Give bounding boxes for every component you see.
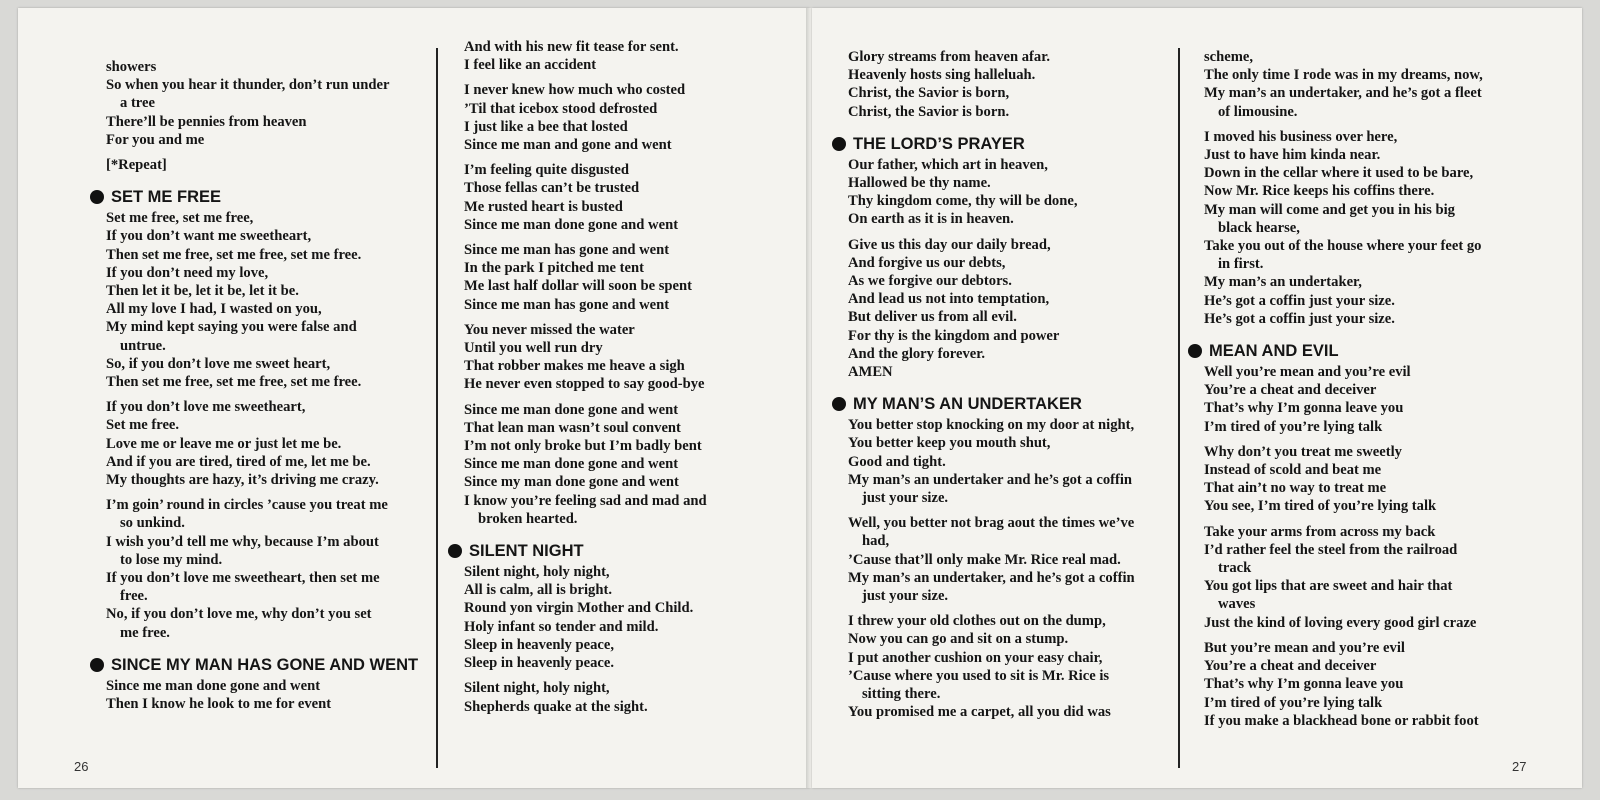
lyric-stanza <box>98 209 423 391</box>
song-title <box>832 135 1160 154</box>
lyric-line: Sleep in heavenly peace. <box>464 655 614 672</box>
lyric-line: No, if you don’t love me, why don’t you set <box>106 606 372 623</box>
lyric-stanza <box>98 156 423 174</box>
song-title <box>448 542 801 561</box>
page-number: 27 <box>1512 759 1527 774</box>
lyric-line: All my love I had, I wasted on you, <box>106 301 322 318</box>
left-page-column-1 <box>98 58 423 720</box>
lyric-line: to lose my mind. <box>120 551 223 568</box>
lyric-line: Now you can go and sit on a stump. <box>848 631 1069 648</box>
lyric-line: [*Repeat] <box>106 157 167 174</box>
lyric-line: broken hearted. <box>478 510 578 527</box>
lyric-line: a tree <box>120 95 155 112</box>
lyric-line: And if you are tired, tired of me, let me be. <box>106 453 371 470</box>
song-title <box>1188 342 1526 361</box>
bullet-icon <box>1188 344 1202 358</box>
lyric-line: You see, I’m tired of you’re lying talk <box>1204 498 1437 515</box>
lyric-line: My man will come and get you in his big <box>1204 201 1455 218</box>
lyric-line: Thy kingdom come, thy will be done, <box>848 193 1078 210</box>
lyric-line: Set me free. <box>106 417 180 434</box>
lyric-line: had, <box>862 533 890 550</box>
lyric-line: Those fellas can’t be trusted <box>464 180 640 197</box>
lyric-line: I’d rather feel the steel from the railroad <box>1204 541 1458 558</box>
lyric-stanza <box>456 563 801 672</box>
lyric-line: Give us this day our daily bread, <box>848 236 1051 253</box>
lyric-line: I’m tired of you’re lying talk <box>1204 694 1383 711</box>
lyric-line: For you and me <box>106 131 205 148</box>
right-page-column-2 <box>1196 48 1526 737</box>
lyric-line: If you don’t need my love, <box>106 264 269 281</box>
lyric-line: I’m goin’ round in circles ’cause you treat me <box>106 497 388 514</box>
song-title-text: MEAN AND EVIL <box>1209 342 1339 361</box>
lyric-line: I just like a bee that losted <box>464 118 628 135</box>
lyric-line: Take you out of the house where your feet go <box>1204 238 1482 255</box>
lyric-line: But deliver us from all evil. <box>848 309 1017 326</box>
lyric-line: Love me or leave me or just let me be. <box>106 435 342 452</box>
lyric-line: My man’s an undertaker, and he’s got a fleet <box>1204 85 1482 102</box>
lyric-line: In the park I pitched me tent <box>464 260 644 277</box>
lyric-line: Holy infant so tender and mild. <box>464 618 659 635</box>
lyric-line: I know you’re feeling sad and mad and <box>464 492 707 509</box>
lyric-line: My man’s an undertaker, <box>1204 274 1362 291</box>
lyric-line: Silent night, holy night, <box>464 680 610 697</box>
lyric-stanza <box>456 81 801 154</box>
lyric-line: I threw your old clothes out on the dump, <box>848 613 1106 630</box>
lyric-line: untrue. <box>120 337 166 354</box>
lyric-line: I feel like an accident <box>464 57 597 74</box>
lyric-line: And the glory forever. <box>848 345 986 362</box>
lyric-line: Well you’re mean and you’re evil <box>1204 364 1411 381</box>
lyric-line: You got lips that are sweet and hair that <box>1204 578 1453 595</box>
lyric-line: Since me man and gone and went <box>464 137 672 154</box>
lyric-line: That’s why I’m gonna leave you <box>1204 676 1404 693</box>
lyric-line: If you don’t love me sweetheart, then set me <box>106 570 380 587</box>
lyric-line: Down in the cellar where it used to be bare, <box>1204 165 1474 182</box>
lyric-line: ’Cause that’ll only make Mr. Rice real mad. <box>848 551 1121 568</box>
lyric-line: If you make a blackhead bone or rabbit foot <box>1204 712 1479 729</box>
lyric-line: There’ll be pennies from heaven <box>106 113 307 130</box>
lyric-line: scheme, <box>1204 49 1254 65</box>
lyric-line: just your size. <box>862 588 949 605</box>
lyric-line: He’s got a coffin just your size. <box>1204 292 1395 309</box>
lyric-line: free. <box>120 588 148 605</box>
lyric-line: I put another cushion on your easy chair, <box>848 649 1103 666</box>
lyric-line: I’m not only broke but I’m badly bent <box>464 438 702 455</box>
lyric-line: You’re a cheat and deceiver <box>1204 658 1377 675</box>
lyric-line: Instead of scold and beat me <box>1204 462 1382 479</box>
lyric-line: My mind kept saying you were false and <box>106 319 357 336</box>
lyric-line: track <box>1218 560 1252 577</box>
lyric-line: Why don’t you treat me sweetly <box>1204 443 1402 460</box>
lyric-stanza <box>456 161 801 234</box>
lyric-stanza <box>456 241 801 314</box>
lyric-line: And lead us not into temptation, <box>848 291 1050 308</box>
lyric-line: He’s got a coffin just your size. <box>1204 310 1395 327</box>
lyric-line: Me last half dollar will soon be spent <box>464 278 692 295</box>
lyric-stanza <box>840 416 1160 507</box>
lyric-line: I never knew how much who costed <box>464 82 686 99</box>
lyric-line: I wish you’d tell me why, because I’m about <box>106 533 379 550</box>
lyric-line: Hallowed be thy name. <box>848 175 991 192</box>
lyric-line: Then set me free, set me free, set me free. <box>106 246 362 263</box>
bullet-icon <box>448 544 462 558</box>
lyric-line: The only time I rode was in my dreams, now, <box>1204 67 1483 84</box>
lyric-line: Then I know he look to me for event <box>106 696 332 713</box>
bullet-icon <box>90 190 104 204</box>
lyric-line: of limousine. <box>1218 103 1298 120</box>
lyric-stanza <box>840 156 1160 229</box>
bullet-icon <box>832 397 846 411</box>
lyric-stanza <box>456 38 801 74</box>
lyric-line: Since me man done gone and went <box>464 216 679 233</box>
lyric-line: Since me man has gone and went <box>464 296 670 313</box>
lyric-line: So, if you don’t love me sweet heart, <box>106 355 331 372</box>
lyric-line: Since me man has gone and went <box>464 242 670 259</box>
lyric-line: Then let it be, let it be, let it be. <box>106 283 299 300</box>
lyric-line: You promised me a carpet, all you did was <box>848 704 1111 721</box>
lyric-line: Heavenly hosts sing halleluah. <box>848 67 1036 84</box>
page-number: 26 <box>74 759 89 774</box>
lyric-line: Since me man done gone and went <box>464 401 679 418</box>
lyric-stanza <box>1196 128 1526 328</box>
lyric-stanza <box>1196 363 1526 436</box>
lyric-line: Just to have him kinda near. <box>1204 147 1381 164</box>
lyric-line: That’s why I’m gonna leave you <box>1204 400 1404 417</box>
lyric-line: Then set me free, set me free, set me free. <box>106 374 362 391</box>
left-page-column-2 <box>456 38 801 723</box>
lyric-line: Me rusted heart is busted <box>464 198 623 215</box>
lyric-line: As we forgive our debtors. <box>848 273 1012 290</box>
lyric-line: Christ, the Savior is born, <box>848 85 1010 102</box>
bullet-icon <box>90 658 104 672</box>
lyric-line: My thoughts are hazy, it’s driving me crazy. <box>106 472 379 489</box>
lyric-line: You never missed the water <box>464 321 635 338</box>
lyric-line: But you’re mean and you’re evil <box>1204 639 1405 656</box>
right-page <box>812 8 1582 788</box>
lyric-line: Silent night, holy night, <box>464 564 610 581</box>
lyric-line: So when you hear it thunder, don’t run under <box>106 77 390 94</box>
lyric-line: AMEN <box>848 364 893 381</box>
song-title <box>90 188 423 207</box>
song-title-text: SINCE MY MAN HAS GONE AND WENT <box>111 655 419 674</box>
lyric-line: Sleep in heavenly peace, <box>464 636 614 653</box>
lyric-stanza <box>1196 639 1526 730</box>
lyric-line: Since me man done gone and went <box>464 456 679 473</box>
lyric-line: My man’s an undertaker, and he’s got a coffin <box>848 569 1135 586</box>
lyric-line: For thy is the kingdom and power <box>848 327 1060 344</box>
lyric-line: Our father, which art in heaven, <box>848 156 1048 173</box>
lyric-line: Round yon virgin Mother and Child. <box>464 600 694 617</box>
song-title-text: MY MAN’S AN UNDERTAKER <box>853 395 1082 414</box>
lyric-line: On earth as it is in heaven. <box>848 211 1014 228</box>
lyric-line: I moved his business over here, <box>1204 128 1398 145</box>
lyric-line: All is calm, all is bright. <box>464 582 612 599</box>
lyric-line: Christ, the Savior is born. <box>848 103 1010 120</box>
lyric-stanza <box>1196 523 1526 632</box>
lyric-line: showers <box>106 59 157 75</box>
column-divider <box>1178 48 1180 768</box>
lyric-line: That lean man wasn’t soul convent <box>464 419 681 436</box>
lyric-stanza <box>840 612 1160 721</box>
lyric-stanza <box>840 236 1160 382</box>
lyric-line: My man’s an undertaker and he’s got a coffin <box>848 471 1133 488</box>
lyric-line: Now Mr. Rice keeps his coffins there. <box>1204 183 1435 200</box>
lyric-line: just your size. <box>862 490 949 507</box>
lyric-line: Since my man done gone and went <box>464 474 679 491</box>
lyric-line: And with his new fit tease for sent. <box>464 39 679 55</box>
lyric-stanza <box>98 496 423 642</box>
song-title-text: SILENT NIGHT <box>469 542 584 561</box>
lyric-stanza <box>840 514 1160 605</box>
lyric-stanza <box>456 321 801 394</box>
lyric-line: If you don’t want me sweetheart, <box>106 228 312 245</box>
lyric-line: waves <box>1218 596 1256 613</box>
right-page-column-1 <box>840 48 1160 729</box>
lyric-line: Shepherds quake at the sight. <box>464 698 648 715</box>
column-divider <box>436 48 438 768</box>
lyric-line: in first. <box>1218 256 1264 273</box>
lyric-stanza <box>98 398 423 489</box>
lyric-stanza <box>456 401 801 528</box>
lyric-line: He never even stopped to say good-bye <box>464 376 705 393</box>
lyric-line: Good and tight. <box>848 453 946 470</box>
left-page <box>18 8 810 788</box>
lyric-stanza <box>456 679 801 715</box>
lyric-line: Glory streams from heaven afar. <box>848 49 1050 65</box>
lyric-line: You’re a cheat and deceiver <box>1204 382 1377 399</box>
lyric-line: Since me man done gone and went <box>106 677 321 694</box>
lyric-line: ’Til that icebox stood defrosted <box>464 100 658 117</box>
song-title <box>90 656 423 675</box>
lyric-line: Until you well run dry <box>464 340 603 357</box>
lyric-line: I’m tired of you’re lying talk <box>1204 418 1383 435</box>
lyric-line: That robber makes me heave a sigh <box>464 358 685 375</box>
lyric-line: And forgive us our debts, <box>848 254 1006 271</box>
lyric-line: You better keep you mouth shut, <box>848 435 1051 452</box>
lyric-line: me free. <box>120 624 170 641</box>
lyric-line: If you don’t love me sweetheart, <box>106 399 306 416</box>
lyric-line: Just the kind of loving every good girl craze <box>1204 614 1477 631</box>
song-title-text: SET ME FREE <box>111 188 222 207</box>
lyric-line: I’m feeling quite disgusted <box>464 162 629 179</box>
lyric-line: That ain’t no way to treat me <box>1204 480 1387 497</box>
lyric-line: Well, you better not brag aout the times we’ve <box>848 515 1135 532</box>
lyric-line: ’Cause where you used to sit is Mr. Rice is <box>848 667 1110 684</box>
lyric-line: Set me free, set me free, <box>106 210 254 227</box>
song-title-text: THE LORD’S PRAYER <box>853 134 1025 153</box>
lyric-line: so unkind. <box>120 515 185 532</box>
lyric-stanza <box>1196 48 1526 121</box>
lyric-stanza <box>840 48 1160 121</box>
lyric-line: Take your arms from across my back <box>1204 523 1436 540</box>
lyric-line: You better stop knocking on my door at night, <box>848 417 1135 434</box>
lyric-stanza <box>1196 443 1526 516</box>
lyric-stanza <box>98 677 423 713</box>
lyric-line: black hearse, <box>1218 219 1300 236</box>
bullet-icon <box>832 137 846 151</box>
lyric-stanza <box>98 58 423 149</box>
lyric-line: sitting there. <box>862 686 941 703</box>
song-title <box>832 395 1160 414</box>
